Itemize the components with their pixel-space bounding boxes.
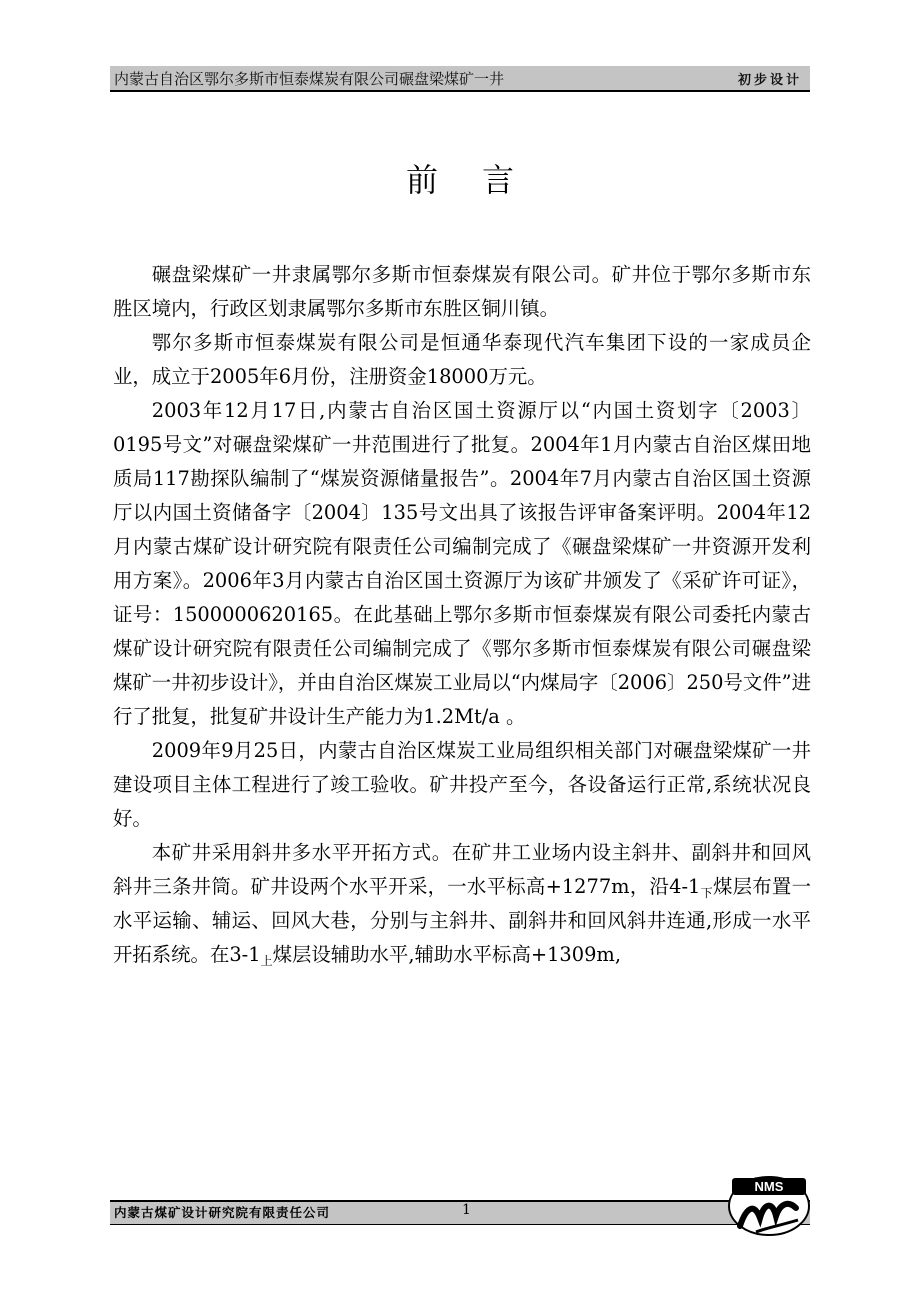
logo-text: NMS bbox=[754, 1179, 784, 1194]
nms-logo-icon bbox=[726, 1174, 812, 1238]
page-header bbox=[110, 66, 810, 92]
page-number: 1 bbox=[462, 1202, 471, 1218]
footer-institute-name: 内蒙古煤矿设计研究院有限责任公司 bbox=[114, 1205, 331, 1220]
header-section-label: 初步设计 bbox=[737, 72, 802, 88]
seam-subscript-upper: 上 bbox=[260, 954, 273, 968]
body-text bbox=[113, 258, 811, 972]
paragraph-5-text-c: 煤层设辅助水平,辅助水平标高+1309m, bbox=[272, 943, 621, 966]
page-title: 前言 bbox=[405, 161, 558, 199]
paragraph-4: 2009年9月25日，内蒙古自治区煤炭工业局组织相关部门对碾盘梁煤矿一井建设项目主体工程进行了竣工验收。矿井投产至今，各设备运行正常,系统状况良好。 bbox=[113, 739, 811, 830]
seam-subscript-lower: 下 bbox=[700, 886, 713, 900]
paragraph-1: 碾盘梁煤矿一井隶属鄂尔多斯市恒泰煤炭有限公司。矿井位于鄂尔多斯市东胜区境内，行政区划隶属鄂尔多斯市东胜区铜川镇。 bbox=[113, 263, 811, 320]
paragraph-3: 2003年12月17日,内蒙古自治区国土资源厅以“内国土资划字〔2003〕0195号文”对碾盘梁煤矿一井范围进行了批复。2004年1月内蒙古自治区煤田地质局117勘探队编制了“煤炭资源储量报告”。2004年7月内蒙古自治区国土资源厅以内国土资储备字〔2004〕135号文出具了该报告评审备案评明。2004年12月内蒙古煤矿设计研究院有限责任公司编制完成了《碾盘梁煤矿一井资源开发利用方案》。2006年3月内蒙古自治区国土资源厅为该矿井颁发了《采矿许可证》，证号：1500000620165。在此基础上鄂尔多斯市恒泰煤炭有限公司委托内蒙古煤矿设计研究院有限责任公司编制完成了《鄂尔多斯市恒泰煤炭有限公司碾盘梁煤矿一井初步设计》，并由自治区煤炭工业局以“内煤局字〔2006〕250号文件”进行了批复，批复矿井设计生产能力为1.2Mt/a 。 bbox=[113, 399, 811, 728]
paragraph-2: 鄂尔多斯市恒泰煤炭有限公司是恒通华泰现代汽车集团下设的一家成员企业，成立于2005年6月份，注册资金18000万元。 bbox=[113, 331, 811, 388]
paragraph-5-text-b: 煤层布置一水平运输、辅运、回风大巷，分别与主斜井、副斜井和回风斜井连通,形成一水平开拓系统。在3-1 bbox=[113, 875, 811, 966]
paragraph-5-text-a: 本矿井采用斜井多水平开拓方式。在矿井工业场内设主斜井、副斜井和回风斜井三条井筒。矿井设两个水平开采，一水平标高+1277m，沿4-1 bbox=[113, 841, 811, 898]
header-document-title: 内蒙古自治区鄂尔多斯市恒泰煤炭有限公司碾盘梁煤矿一井 bbox=[114, 69, 505, 88]
paragraph-5 bbox=[113, 836, 811, 972]
